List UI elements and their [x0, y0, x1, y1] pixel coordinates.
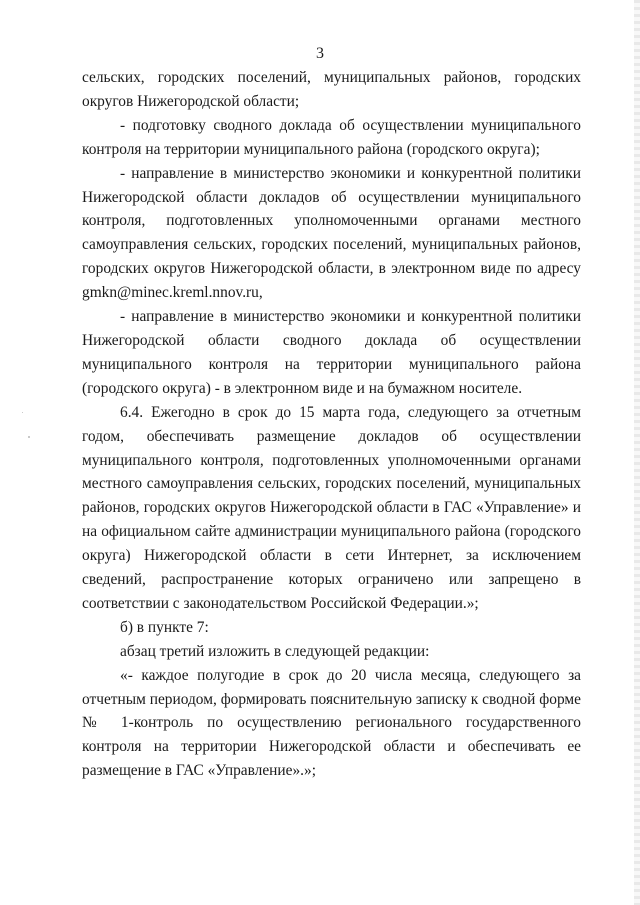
paragraph-item-b: б) в пункте 7: [120, 618, 209, 636]
scan-speck [22, 412, 23, 413]
page-number: 3 [316, 45, 324, 62]
paragraph-send-reports: - направление в министерство экономики и конкурентной политики Нижегородской области докладов об осуществлении муниципального контроля, подготовленных уполномоченными органами местного самоуправления сельских, городских поселений, муниципальных районов, городских округов Нижегородской области, в электронном виде по адресу gmkn@minec.kreml.nnov.ru, [82, 164, 581, 302]
paragraph-continuation: сельских, городских поселений, муниципальных районов, городских округов Нижегородской области; [82, 69, 581, 110]
document-body [82, 66, 581, 783]
scan-edge [634, 0, 640, 905]
paragraph-summary-report: - подготовку сводного доклада об осуществлении муниципального контроля на территории муниципального района (городского округа); [82, 116, 581, 158]
scan-speck [28, 436, 30, 438]
paragraph-send-summary-report: - направление в министерство экономики и конкурентной политики Нижегородской области сводного доклада об осуществлении муниципального контроля на территории муниципального района (городского округа) - в электронном виде и на бумажном носителе. [82, 308, 581, 397]
paragraph-amendment-intro: абзац третий изложить в следующей редакции: [120, 642, 430, 660]
paragraph-clause-6-4: 6.4. Ежегодно в срок до 15 марта года, следующего за отчетным годом, обеспечивать размещение докладов об осуществлении муниципального контроля, подготовленных уполномоченными органами местного самоуправления сельских, городских поселений, муниципальных районов, городских округов Нижегородской области в ГАС «Управление» и на официальном сайте администрации муниципального района (городского округа) Нижегородской области в сети Интернет, за исключением сведений, распространение которых ограничено или запрещено в соответствии с законодательством Российской Федерации.»; [82, 403, 581, 612]
paragraph-amendment-text: «- каждое полугодие в срок до 20 числа месяца, следующего за отчетным периодом, формировать пояснительную записку к сводной форме № 1-контроль по осуществлению регионального государственного контроля на территории Нижегородской области и обеспечивать ее размещение в ГАС «Управление».»; [82, 666, 581, 780]
